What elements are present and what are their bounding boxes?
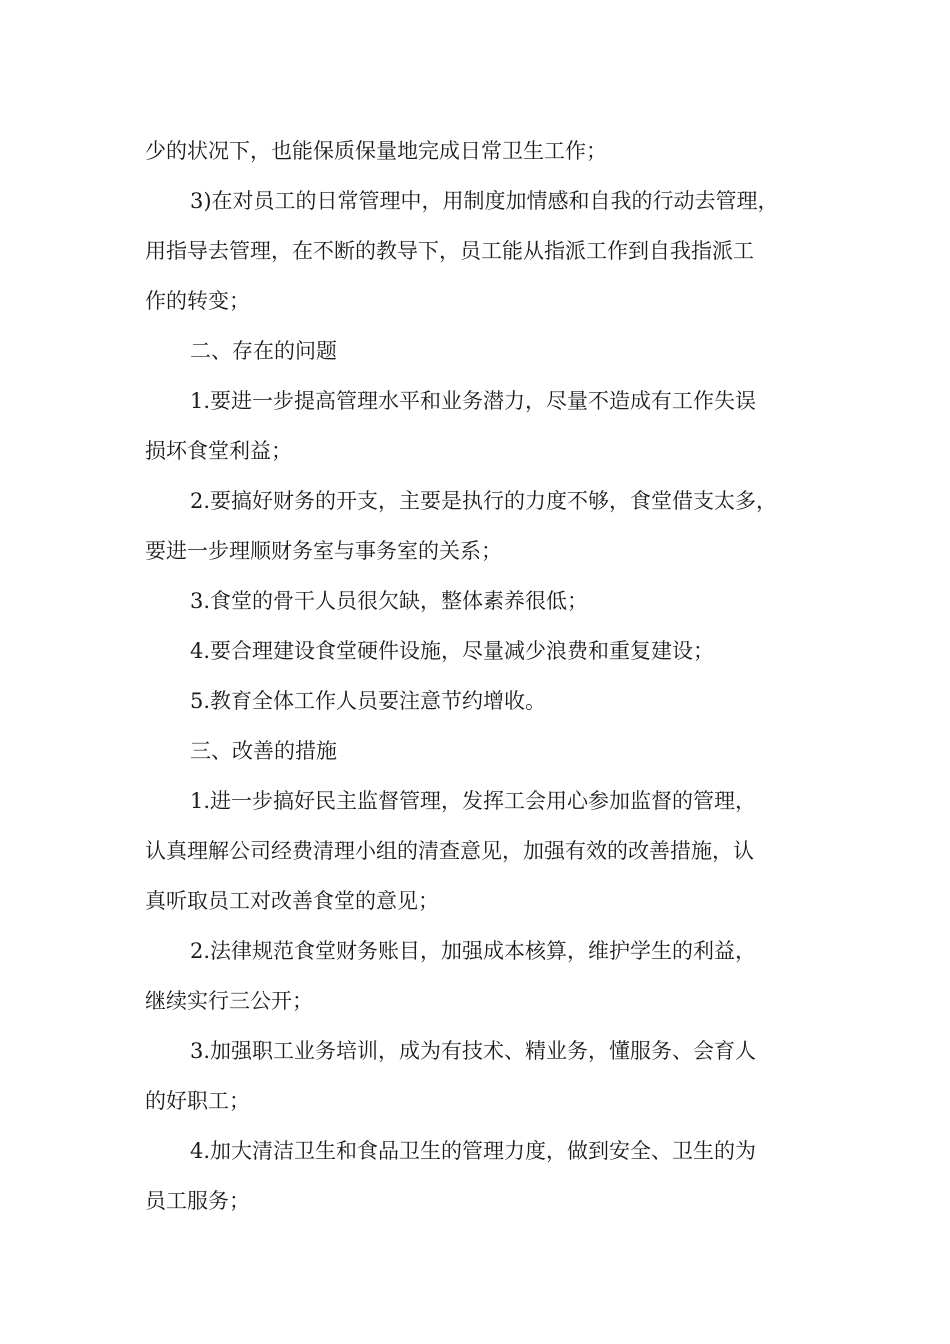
list-item-line: 3.食堂的骨干人员很欠缺，整体素养很低；	[190, 589, 589, 613]
list-item-line: 1.要进一步提高管理水平和业务潜力，尽量不造成有工作失误	[190, 389, 757, 413]
paragraph-line: 作的转变；	[145, 289, 250, 313]
list-item-line: 5.教育全体工作人员要注意节约增收。	[190, 689, 547, 713]
list-item-line: 真听取员工对改善食堂的意见；	[145, 889, 439, 913]
list-item-line: 认真理解公司经费清理小组的清查意见，加强有效的改善措施，认	[145, 839, 754, 863]
list-item-line: 员工服务；	[145, 1189, 250, 1213]
paragraph-line: 3)在对员工的日常管理中，用制度加情感和自我的行动去管理，	[190, 189, 779, 213]
list-item-line: 4.加大清洁卫生和食品卫生的管理力度，做到安全、卫生的为	[190, 1139, 757, 1163]
list-item-line: 要进一步理顺财务室与事务室的关系；	[145, 539, 502, 563]
list-item-line: 3.加强职工业务培训，成为有技术、精业务，懂服务、会育人	[190, 1039, 757, 1063]
list-item-line: 的好职工；	[145, 1089, 250, 1113]
section-heading: 二、存在的问题	[190, 339, 337, 363]
list-item-line: 继续实行三公开；	[145, 989, 313, 1013]
list-item-line: 2.要搞好财务的开支，主要是执行的力度不够，食堂借支太多，	[190, 489, 778, 513]
section-heading: 三、改善的措施	[190, 739, 337, 763]
paragraph-line: 用指导去管理，在不断的教导下，员工能从指派工作到自我指派工	[145, 239, 754, 263]
paragraph-line: 少的状况下，也能保质保量地完成日常卫生工作；	[145, 139, 607, 163]
list-item-line: 损坏食堂利益；	[145, 439, 292, 463]
list-item-line: 1.进一步搞好民主监督管理，发挥工会用心参加监督的管理，	[190, 789, 757, 813]
list-item-line: 2.法律规范食堂财务账目，加强成本核算，维护学生的利益，	[190, 939, 757, 963]
list-item-line: 4.要合理建设食堂硬件设施，尽量减少浪费和重复建设；	[190, 639, 715, 663]
